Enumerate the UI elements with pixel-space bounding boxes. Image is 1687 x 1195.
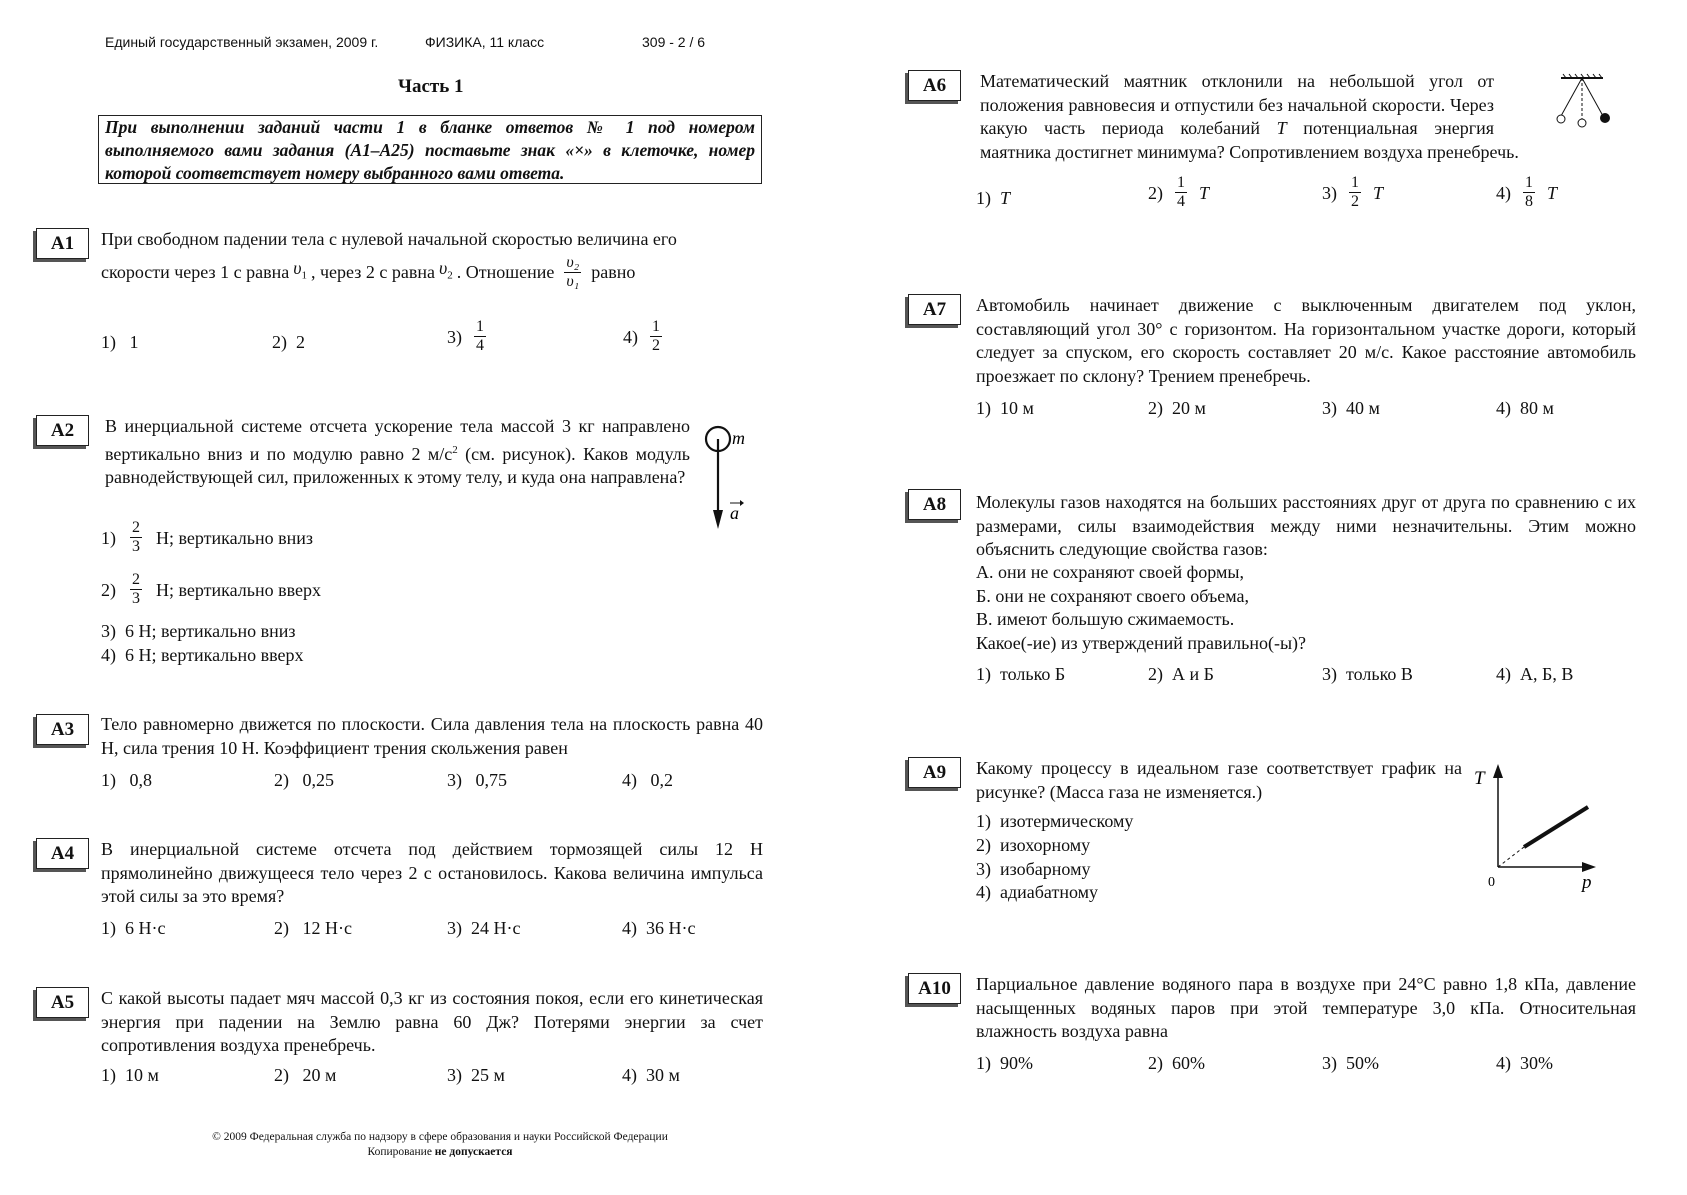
a1-v1: $\upsilon_1$	[293, 257, 307, 282]
question-label-a8: А8	[908, 489, 961, 520]
a1-text-a: скорости через 1 с равна	[101, 261, 290, 282]
header-subject: ФИЗИКА, 11 класс	[425, 34, 545, 50]
y-axis-arrow	[1493, 764, 1503, 778]
a5-option-3[interactable]: 3) 25 м	[447, 1065, 505, 1085]
a5-option-1[interactable]: 1) 10 м	[101, 1065, 159, 1085]
a8-option-3[interactable]: 3) только В	[1322, 664, 1413, 684]
a2-mass-label: m	[732, 428, 745, 448]
a10-option-3[interactable]: 3) 50%	[1322, 1053, 1379, 1073]
footer	[160, 1130, 720, 1160]
a1-v2: $\upsilon_2$	[438, 257, 453, 282]
a7-option-1[interactable]: 1) 10 м	[976, 398, 1034, 418]
part-title: Часть 1	[398, 76, 464, 97]
footer-copyright: © 2009 Федеральная служба по надзору в сфере образования и науки Российской Федерации	[212, 1131, 668, 1143]
a6-pendulum-figure	[1553, 72, 1625, 130]
question-label-a2: А2	[36, 415, 89, 446]
a9-option-1[interactable]: 1) изотермическому	[976, 811, 1134, 831]
a4-option-1[interactable]: 1) 6 Н·с	[101, 918, 166, 938]
question-label-a9: А9	[908, 757, 961, 788]
a8-statement-3: В. имеют большую сжимаемость.	[976, 609, 1235, 629]
a7-option-3[interactable]: 3) 40 м	[1322, 398, 1380, 418]
pendulum-string-left	[1561, 78, 1582, 116]
a2-option-3[interactable]: 3) 6 Н; вертикально вниз	[101, 621, 296, 641]
question-label-a5: А5	[36, 987, 89, 1018]
a2-figure	[694, 418, 754, 530]
bob-left	[1557, 115, 1565, 123]
axis-label-T: T	[1474, 768, 1485, 789]
a7-option-2[interactable]: 2) 20 м	[1148, 398, 1206, 418]
a4-option-4[interactable]: 4) 36 Н·с	[622, 918, 696, 938]
question-label-a7: А7	[908, 294, 961, 325]
bob-center	[1578, 119, 1586, 127]
a8-text: Молекулы газов находятся на больших расстояниях друг от друга по сравнению с их размерами, силы взаимодействия между ними незначительны. Этим можно объяснить следующие свойства газов:	[976, 492, 1636, 559]
vector-bar-head	[740, 500, 744, 506]
question-label-a4: А4	[36, 838, 89, 869]
a5-option-2[interactable]: 2) 20 м	[274, 1065, 337, 1085]
a10-text: Парциальное давление водяного пара в воздухе при 24°С равно 1,8 кПа, давление насыщенных водяных паров при этой температуре 3,0 кПа. Относительная влажность воздуха равна	[976, 974, 1636, 1041]
a8-option-1[interactable]: 1) только Б	[976, 664, 1066, 684]
a8-option-4[interactable]: 4) А, Б, В	[1496, 664, 1574, 684]
a1-text-d: равно	[591, 261, 636, 282]
graph-line	[1524, 807, 1588, 847]
a9-option-2[interactable]: 2) изохорному	[976, 835, 1091, 855]
a2-text: В инерциальной системе отсчета ускорение тела массой 3 кг направлено вертикально вниз и по модулю равно 2 $м/с^2$ (см. рисунок). Каков модуль равнодействующей сил, приложенных к этому телу, и куда она направлена?	[105, 416, 690, 487]
pendulum-string-right	[1582, 78, 1603, 116]
a4-text: В инерциальной системе отсчета под действием тормозящей силы 12 Н прямолинейно движущееся тело через 2 с остановилось. Какова величина импульса этой силы за это время?	[101, 839, 763, 906]
a4-option-3[interactable]: 3) 24 Н·с	[447, 918, 521, 938]
a9-graph	[1470, 762, 1600, 896]
a6-text: Математический маятник отклонили на небольшой угол от положения равновесия и отпустили без начальной скорости. Через какую часть периода колебаний T потенциальная энергия маятника достигнет минимума? Сопротивлением воздуха пренебречь.	[980, 70, 1594, 164]
question-label-a1: А1	[36, 228, 89, 259]
a4-option-2[interactable]: 2) 12 Н·с	[274, 918, 352, 938]
a1-option-2[interactable]: 2) 2	[272, 332, 305, 352]
a1-text-c: . Отношение	[456, 261, 555, 282]
a10-option-2[interactable]: 2) 60%	[1148, 1053, 1205, 1073]
a8-statement-2: Б. они не сохраняют своего объема,	[976, 586, 1250, 606]
footer-copy-notice: Копирование не допускается	[367, 1146, 513, 1158]
bob-right	[1600, 113, 1610, 123]
instruction-box: При выполнении заданий части 1 в бланке ответов № 1 под номером выполняемого вами задания (А1–А25) поставьте знак «×» в клеточке, номер которой соответствует номеру выбранного вами ответа.	[98, 115, 762, 184]
a6-option-2[interactable]: 2) $\frac{1}{4}$ T	[1148, 174, 1210, 210]
a8-option-2[interactable]: 2) А и Б	[1148, 664, 1214, 684]
a1-option-1[interactable]: 1) 1	[101, 332, 139, 352]
a9-option-3[interactable]: 3) изобарному	[976, 859, 1091, 879]
a2-option-4[interactable]: 4) 6 Н; вертикально вверх	[101, 645, 304, 665]
question-label-a10: А10	[908, 973, 961, 1004]
question-label-a3: А3	[36, 714, 89, 745]
a3-option-3[interactable]: 3) 0,75	[447, 770, 507, 790]
axis-label-p: p	[1582, 872, 1592, 893]
a8-statement-1: А. они не сохраняют своей формы,	[976, 562, 1244, 582]
header-exam: Единый государственный экзамен, 2009 г.	[105, 34, 379, 50]
a1-option-4[interactable]: 4) $\frac{1}{2}$	[623, 318, 660, 354]
a1-text-b: , через 2 с равна	[310, 261, 435, 282]
a9-option-4[interactable]: 4) адиабатному	[976, 882, 1098, 902]
a6-option-1[interactable]: 1) T	[976, 188, 1011, 208]
a2-option-1[interactable]: 1) $\frac{2}{3}$ Н; вертикально вниз	[101, 519, 313, 555]
acceleration-arrow-head	[713, 510, 723, 529]
a1-text-line1: При свободном падении тела с нулевой начальной скоростью величина его	[101, 229, 677, 249]
a3-option-2[interactable]: 2) 0,25	[274, 770, 334, 790]
a1-option-3[interactable]: 3) $\frac{1}{4}$	[447, 318, 484, 354]
origin-label: 0	[1488, 875, 1495, 890]
a1-text-line2	[101, 254, 635, 291]
header-page: 309 - 2 / 6	[642, 34, 706, 50]
a2-option-2[interactable]: 2) $\frac{2}{3}$ Н; вертикально вверх	[101, 571, 321, 607]
a5-text: С какой высоты падает мяч массой 0,3 кг из состояния покоя, если его кинетическая энергия при падении на Землю равна 60 Дж? Потерями энергии за счет сопротивления воздуха пренебречь.	[101, 988, 763, 1055]
a9-text: Какому процессу в идеальном газе соответствует график на рисунке? (Масса газа не изменяется.)	[976, 758, 1462, 802]
a5-option-4[interactable]: 4) 30 м	[622, 1065, 680, 1085]
a3-option-1[interactable]: 1) 0,8	[101, 770, 152, 790]
a6-option-3[interactable]: 3) $\frac{1}{2}$ T	[1322, 174, 1384, 210]
a6-option-4[interactable]: 4) $\frac{1}{8}$ T	[1496, 174, 1558, 210]
a1-ratio: $\frac{\text{υ₂}}{\text{υ₁}}$	[566, 254, 580, 290]
a10-option-1[interactable]: 1) 90%	[976, 1053, 1033, 1073]
question-label-a6: А6	[908, 70, 961, 101]
a7-option-4[interactable]: 4) 80 м	[1496, 398, 1554, 418]
x-axis-arrow	[1582, 862, 1596, 872]
a3-option-4[interactable]: 4) 0,2	[622, 770, 673, 790]
a8-question: Какое(-ие) из утверждений правильно(-ы)?	[976, 633, 1307, 653]
graph-extrapolation	[1498, 847, 1524, 867]
a7-text: Автомобиль начинает движение с выключенным двигателем под уклон, составляющий угол 30° с горизонтом. На горизонтальном участке дороги, который следует за спуском, его скорость составляет 20 м/с. Какое расстояние автомобиль проезжает по склону? Трением пренебречь.	[976, 295, 1636, 386]
a2-accel-label: a	[730, 503, 739, 523]
a3-text: Тело равномерно движется по плоскости. Сила давления тела на плоскость равна 40 Н, сила трения 10 Н. Коэффициент трения скольжения равен	[101, 714, 763, 758]
a10-option-4[interactable]: 4) 30%	[1496, 1053, 1553, 1073]
